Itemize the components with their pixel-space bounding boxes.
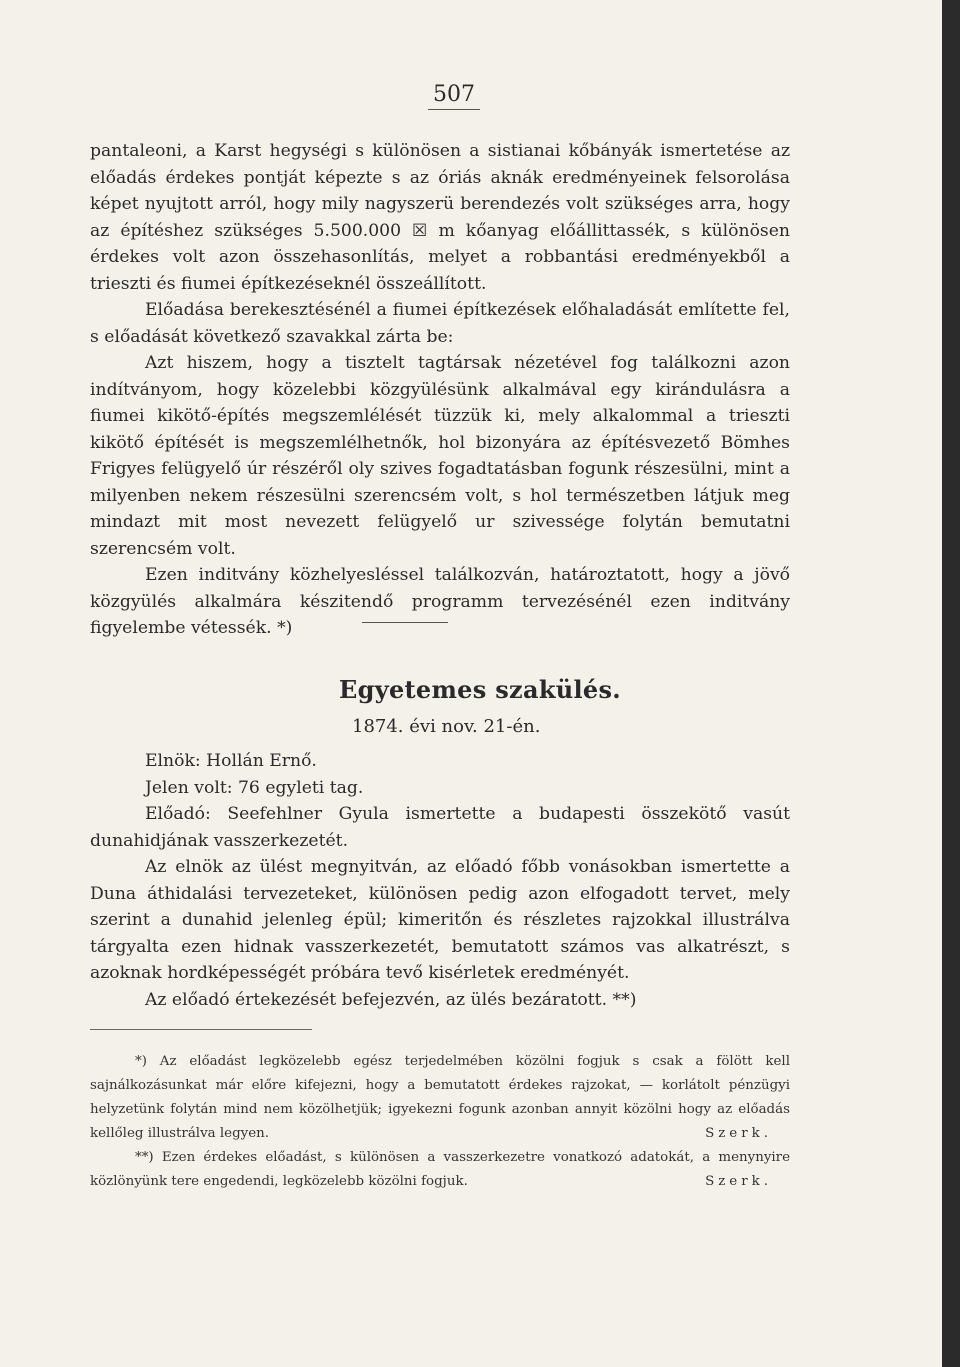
session-present: Jelen volt: 76 egyleti tag.: [145, 777, 364, 798]
footnote-text: **) Ezen érdekes előadást, s különösen a vasszerkezetre vonatkozó adatokát, a menynyire közlönyünk tere engedendi, legközelebb közölni fogjuk.: [90, 1150, 790, 1189]
footnote: [90, 1050, 790, 1146]
session-chair: Elnök: Hollán Ernő.: [145, 751, 317, 771]
footnote-signature: Szerk.: [705, 1126, 772, 1141]
session-date: 1874. évi nov. 21-én.: [352, 716, 541, 737]
footnote: [90, 1146, 790, 1194]
page-number: 507: [428, 82, 480, 110]
session-paragraph: Az elnök az ülést megnyitván, az előadó főbb vonásokban ismertette a Duna áthidalási tervezeteket, különösen pedig azon elfogadott tervet, mely szerint a dunahid jelenleg épül; kimeritőn és részletes rajzokkal illustrálva tárgyalta ezen hidnak vasszerkezetét, bemutatott számos vas alkatrészt, s azoknak hordképességét próbára tevő kisérletek eredményét.: [90, 857, 790, 983]
footnote-rule: [90, 1029, 312, 1030]
body-text: [90, 138, 790, 642]
footnotes: [90, 1050, 790, 1194]
session-title: Egyetemes szakülés.: [339, 675, 621, 704]
paragraph-quarry: pantaleoni, a Karst hegységi s különösen a sistianai kőbányák ismertetése az előadás érdekes pontját képezte s az óriás aknák eredményeinek felsorolása képet nyujtott arról, hogy mily nagyszerü berendezés volt szükséges arra, hogy az építéshez szükséges 5.500.000 ☒ m kőanyag előállittassék, s különösen érdekes volt azon összehasonlítás, melyet a robbantási eredményekből a trieszti és fiumei építkezéseknél összeállított.: [90, 141, 790, 294]
paragraph-resolution: Ezen inditvány közhelyesléssel találkozván, határoztatott, hogy a jövő közgyülés alkalmára készitendő programm tervezésénél ezen inditvány figyelembe vétessék. *): [90, 565, 790, 638]
session-speaker: Előadó: Seefehlner Gyula ismertette a budapesti összekötő vasút dunahidjának vasszerkezetét.: [90, 804, 790, 851]
footnote-text: *) Az előadást legközelebb egész terjedelmében közölni fogjuk s csak a fölött kell sajnálkozásunkat már előre kifejezni, hogy a bemutatott érdekes rajzokat, — korlátolt pénzügyi helyzetünk folytán mind nem közölhetjük; igyekezni fogunk azonban annyit közölni hogy az előadás kellőleg illustrálva legyen.: [90, 1054, 790, 1141]
paragraph-closing-intro: Előadása berekesztésénél a fiumei építkezések előhaladását említette fel, s előadását következő szavakkal zárta be:: [90, 300, 790, 347]
session-paragraph: Az előadó értekezését befejezvén, az ülés bezáratott. **): [145, 989, 637, 1010]
paragraph-proposal: Azt hiszem, hogy a tisztelt tagtársak nézetével fog találkozni azon indítványom, hogy közelebbi közgyülésünk alkalmával egy kirándulásra a fiumei kikötő-építés megszemlélését tüzzük ki, mely alkalommal a trieszti kikötő építését is megszemlélhetnők, hol bizonyára az építésvezető Bömhes Frigyes felügyelő úr részéről oly szives fogadtatásban fogunk részesülni, mint a milyenben nekem részesülni szerencsém volt, s hol természetben látjuk meg mindazt mit most nevezett felügyelő ur szivessége folytán bemutatni szerencsém volt.: [90, 353, 790, 559]
section-separator: [362, 622, 448, 623]
footnote-signature: Szerk.: [705, 1174, 772, 1189]
session-minutes: [90, 748, 790, 1013]
